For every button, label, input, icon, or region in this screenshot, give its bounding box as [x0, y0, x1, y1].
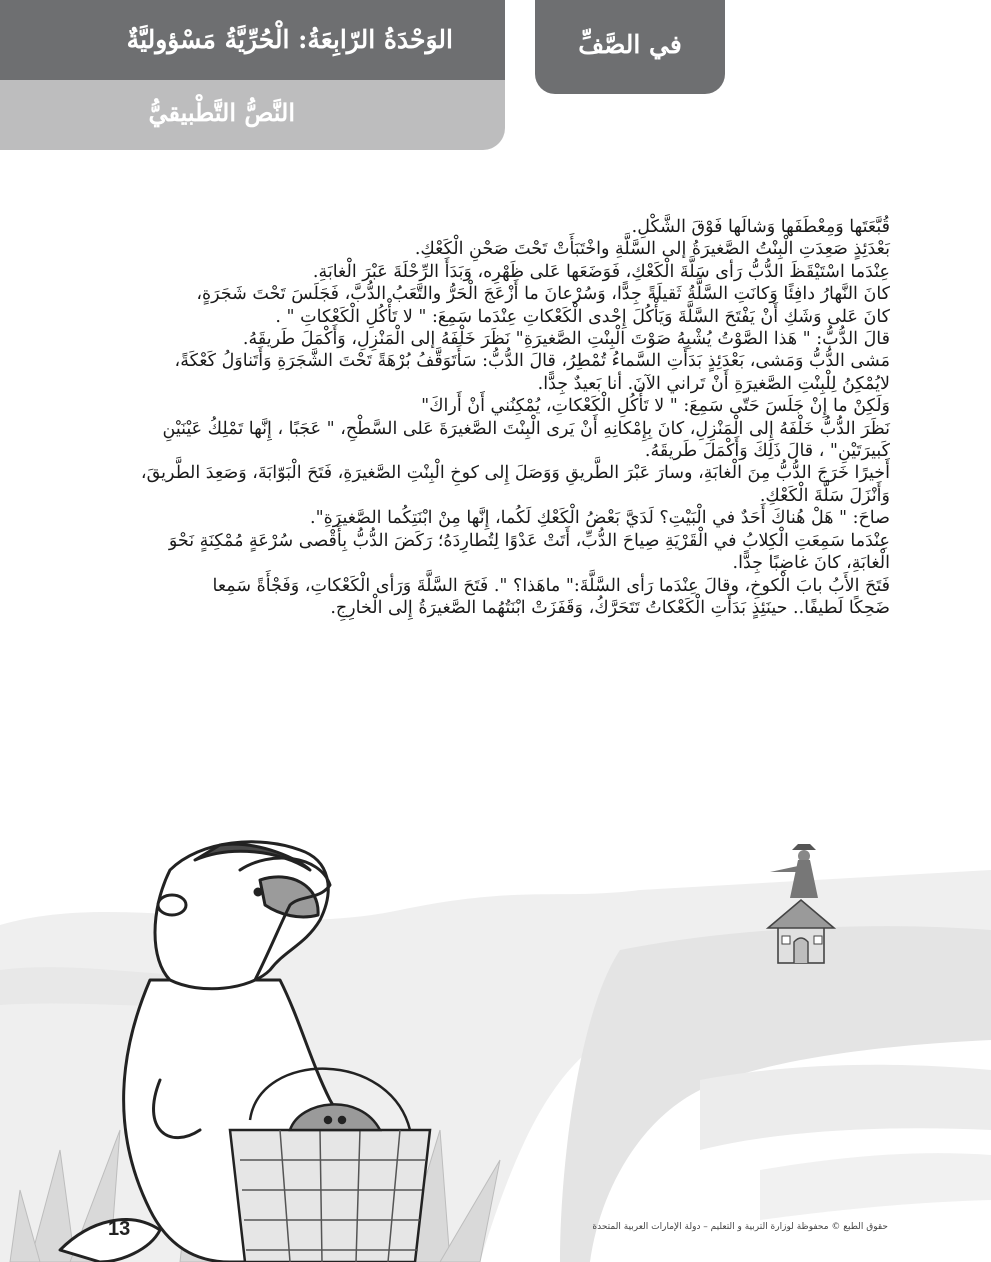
story-line: قُبَّعَتَها وَمِعْطَفَها وَشالَها فَوْقَ الشَّكْلِ. [631, 217, 890, 237]
story-line: كانَ عَلى وَشَكِ أَنْ يَفْتَحَ السَّلَّةَ وَيَأْكُلَ إِحْدى الْكَعْكاتِ عِنْدَما سَمِعَ: " لا تَأْكُلِ الْكَعْكاتِ " . [275, 306, 890, 327]
story-line: ضَحِكًا لَطيفًا.. حينَئِذٍ بَدَأَتِ الْكَعْكاتُ تَتَحَرَّكُ، وَقَفَزَتْ ابْنَتُهُما الصَّغيرَةُ إِلى الْخارِجِ. [330, 597, 890, 618]
story-line: وَلَكِنْ ما إِنْ جَلَسَ حَتّى سَمِعَ: " لا تَأْكُلِ الْكَعْكاتِ، يُمْكِنُني أَنْ أَراكَ" [421, 396, 890, 417]
section-title: النَّصُّ التَّطْبيقيُّ [0, 80, 505, 150]
story-line: الْغابَةِ، كانَ غاضِبًا جِدًّا. [732, 553, 890, 574]
class-tab: في الصَّفِّ [535, 0, 725, 94]
story-line: مَشى الدُّبُّ وَمَشى، بَعْدَئِذٍ بَدَأَتِ السَّماءُ تُمْطِرُ، قالَ الدُّبُّ: سَأَتَوَقَّفُ بُرْهَةً تَحْتَ الشَّجَرَةِ وَأَتَناوَلُ كَعْكَةً، [174, 351, 890, 372]
story-line: قالَ الدُّبُّ: " هَذا الصَّوْتُ يُشْبِهُ صَوْتَ الْبِنْتِ الصَّغيرَةِ" نَظَرَ خَلْفَهُ إلى الْمَنْزِلِ، وَأَكْمَلَ طَريقَهُ. [242, 329, 890, 350]
page-number: 13 [108, 1218, 131, 1240]
story-text [103, 216, 890, 619]
story-illustration [0, 830, 991, 1262]
story-line: عِنْدَما اسْتَيْقَظَ الدُّبُّ رَأى سَلَّةَ الْكَعْكِ، فَوَضَعَها عَلى ظَهْرِه، وَبَدَأَ الرِّحْلَةَ عَبْرَ الْغابَةِ. [312, 261, 890, 282]
unit-header [0, 0, 505, 150]
unit-title: الوَحْدَةُ الرّابِعَةُ: الْحُرِّيَّةُ مَسْؤوليَّةٌ [0, 0, 505, 80]
story-line: نَظَرَ الدُّبُّ خَلْفَهُ إِلى الْمَنْزِلِ، كانَ بِإِمْكانِهِ أَنْ يَرى الْبِنْتَ الصَّغيرَةَ عَلى السَّطْحِ، " عَجَبًا ، إِنَّها تَمْلِكُ عَيْنَيْنِ [162, 418, 890, 439]
story-line: بَعْدَئِذٍ صَعِدَتِ الْبِنْتُ الصَّغيرَةُ إلى السَّلَّةِ واخْتَبَأَتْ تَحْتَ صَحْنِ الْكَعْكِ. [414, 239, 890, 260]
story-line: أَخيرًا خَرَجَ الدُّبُّ مِنَ الْغابَةِ، وسارَ عَبْرَ الطَّريقِ وَوَصَلَ إِلى كوخِ الْبِنْتِ الصَّغيرَةِ، فَتَحَ الْبَوّابَةَ، وَصَعِدَ الطَّريقَ، [140, 463, 890, 484]
story-line: كانَ النَّهارُ دافِئًا وَكانَتِ السَّلَّةُ ثَقيلَةً جِدًّا، وَسُرْعانَ ما أَزْعَجَ الْحَرُّ والتَّعَبُ الدُّبَّ، فَجَلَسَ تَحْتَ شَجَرَةٍ، [196, 284, 890, 305]
copyright-notice: حقوق الطبع © محفوظة لوزارة التربية و التعليم – دولة الإمارات العربية المتحدة [592, 1222, 888, 1232]
story-line: صاحَ: " هَلْ هُناكَ أَحَدٌ في الْبَيْتِ؟ لَدَيَّ بَعْضُ الْكَعْكِ لَكُما، إِنَّها مِنْ ابْنَتِكُما الصَّغيرَةِ". [310, 508, 890, 529]
story-line: فَتَحَ الأَبُ بابَ الْكوخِ، وقالَ عِنْدَما رَأى السَّلَّةَ:" ماهَذا؟ ". فَتَحَ السَّلَّةَ وَرَأى الْكَعْكاتِ، وَفَجْأَةً سَمِعا [212, 575, 890, 596]
story-line: عِنْدَما سَمِعَتِ الْكِلابُ في الْقَرْيَةِ صِياحَ الدُّبِّ، أَتَتْ عَدْوًا لِتُطارِدَهُ؛ رَكَضَ الدُّبُّ بِأَقْصى سُرْعَةٍ مُمْكِنَةٍ نَحْوَ [168, 530, 890, 551]
story-line: لايُمْكِنُ لِلْبِنْتِ الصَّغيرَةِ أَنْ تَراني الآنَ. أنا بَعيدٌ جِدًّا. [537, 373, 890, 394]
story-line: وَأَنْزَلَ سَلَّةَ الْكَعْكِ. [759, 485, 890, 506]
story-line: كَبيرَتَيْنِ" ، قالَ ذَلِكَ وَأَكْمَلَ طَريقَهُ. [644, 441, 890, 462]
